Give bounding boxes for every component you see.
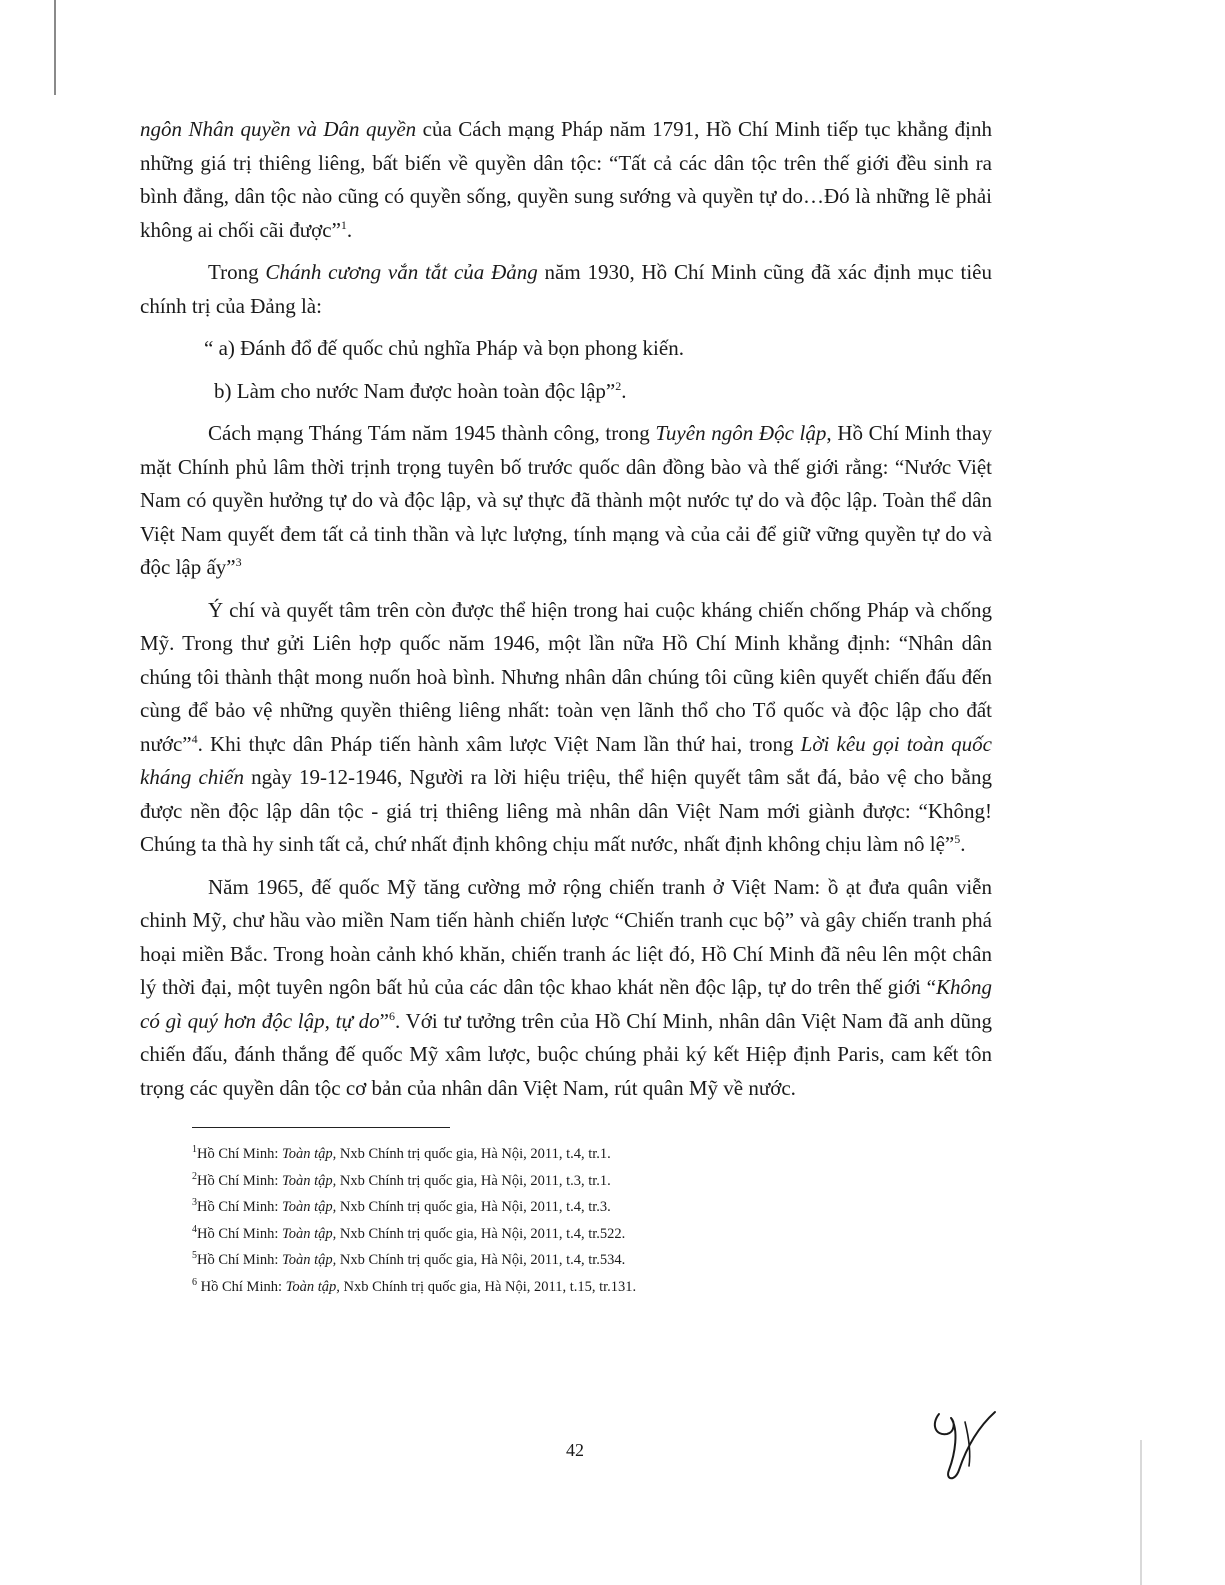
paragraph-5 — [140, 417, 992, 585]
footnote-rest: Nxb Chính trị quốc gia, Hà Nội, 2011, t.4, tr.534. — [336, 1252, 626, 1269]
footnote-author: Hồ Chí Minh: — [197, 1225, 282, 1242]
paragraph-text: ngày 19-12-1946, Người ra lời hiệu triệu, thể hiện quyết tâm sắt đá, bảo vệ cho bằng được nền độc lập dân tộc - giá trị thiêng liêng mà nhân dân Việt Nam mới giành được: “Không! Chúng ta thà hy sinh tất cả, chứ nhất định không chịu mất nước, nhất định không chịu làm nô lệ” — [140, 765, 992, 856]
footnote-number: 1 — [192, 1144, 197, 1156]
footnote-rest: Nxb Chính trị quốc gia, Hà Nội, 2011, t.4, tr.1. — [336, 1146, 611, 1162]
handwritten-initials-signature — [925, 1408, 1005, 1484]
footnote-ref: 2 — [615, 378, 622, 393]
footnote-author: Hồ Chí Minh: — [197, 1199, 282, 1216]
paragraph-text: Năm 1965, đế quốc Mỹ tăng cường mở rộng chiến tranh ở Việt Nam: ồ ạt đưa quân viễn chinh Mỹ, chư hầu vào miền Nam tiến hành chiến lược “Chiến tranh cục bộ” và gây chiến tranh phá hoại miền Bắc. Trong hoàn cảnh khó khăn, chiến tranh ác liệt đó, Hồ Chí Minh đã nêu lên một chân lý thời đại, một tuyên ngôn bất hủ của các dân tộc khao khát nền độc lập, tự do trên thế giới “ — [140, 874, 992, 999]
footnote-author: Hồ Chí Minh: — [197, 1146, 282, 1162]
paragraph-text: Cách mạng Tháng Tám năm 1945 thành công, trong — [208, 421, 656, 445]
footnote — [192, 1144, 992, 1164]
paragraph-text: năm 1930, Hồ Chí Minh cũng đã xác định mục tiêu chính trị của Đảng là: — [140, 260, 993, 318]
footnote-rest: Nxb Chính trị quốc gia, Hà Nội, 2011, t.15, tr.131. — [339, 1278, 637, 1295]
footnote-title: Toàn tập, — [282, 1252, 337, 1269]
footnote-ref: 3 — [235, 555, 242, 569]
italic-term: ngôn Nhân quyền và Dân quyền — [140, 117, 417, 141]
footnote — [192, 1277, 992, 1297]
paragraph-text: Ý chí và quyết tâm trên còn được thể hiện trong hai cuộc kháng chiến chống Pháp và chống Mỹ. Trong thư gửi Liên hợp quốc năm 1946, một lần nữa Hồ Chí Minh khẳng định: “Nhân dân chúng tôi thành thật mong nuốn hoà bình. Nhưng nhân dân chúng tôi cũng kiên quyết chiến đấu đến cùng để bảo vệ những quyền thiêng liêng nhất: toàn vẹn lãnh thổ cho Tổ quốc và độc lập cho đất nước” — [140, 597, 992, 756]
paragraph-6 — [140, 594, 992, 862]
footnote-title: Toàn tập, — [282, 1146, 337, 1162]
footnote-number: 5 — [192, 1250, 197, 1262]
footnote-ref: 1 — [340, 217, 347, 232]
paragraph-text: . Khi thực dân Pháp tiến hành xâm lược Việt Nam lần thứ hai, trong — [197, 731, 801, 756]
footnote-number: 6 — [192, 1277, 197, 1289]
footnote-separator — [192, 1127, 450, 1128]
footnote-rest: Nxb Chính trị quốc gia, Hà Nội, 2011, t.4, tr.522. — [336, 1225, 626, 1242]
footnote — [192, 1171, 992, 1191]
paragraph-text: . — [960, 832, 966, 856]
paragraph-text: . — [621, 378, 627, 403]
paragraph-7 — [140, 871, 992, 1106]
footnote-list — [192, 1144, 992, 1297]
footnote-number: 2 — [192, 1170, 197, 1182]
footnote-ref: 5 — [954, 832, 961, 846]
paragraph-2 — [140, 256, 992, 323]
page-number: 42 — [566, 1440, 584, 1460]
paragraph-text: Trong — [208, 260, 266, 284]
italic-term: Không có gì quý hơn độc lập, tự do — [140, 975, 992, 1033]
italic-term: Tuyên ngôn Độc lập — [655, 421, 827, 445]
footnote-author: Hồ Chí Minh: — [197, 1252, 282, 1269]
quote-line-b — [140, 375, 992, 409]
paragraph-text: , Hồ Chí Minh thay mặt Chính phủ lâm thời trịnh trọng tuyên bố trước quốc dân đồng bào và thế giới rằng: “Nước Việt Nam có quyền hưởng tự do và độc lập, và sự thực đã thành một nước tự do và độc lập. Toàn thể dân Việt Nam quyết đem tất cả tinh thần và lực lượng, tính mạng và của cải để giữ vững quyền tự do và độc lập ấy” — [140, 421, 993, 579]
paragraph-1 — [140, 113, 992, 247]
footnote — [192, 1250, 992, 1270]
footnote-title: Toàn tập, — [282, 1172, 337, 1189]
scan-edge-line-right — [1140, 1440, 1142, 1585]
footnote-author: Hồ Chí Minh: — [197, 1278, 286, 1295]
footnote — [192, 1224, 992, 1244]
footnote-ref: 4 — [191, 731, 198, 746]
footnote-rest: Nxb Chính trị quốc gia, Hà Nội, 2011, t.3, tr.1. — [336, 1172, 611, 1189]
paragraph-text: . Với tư tưởng trên của Hồ Chí Minh, nhân dân Việt Nam đã anh dũng chiến đấu, đánh thắng đế quốc Mỹ xâm lược, buộc chúng phải ký kết Hiệp định Paris, cam kết tôn trọng các quyền dân tộc cơ bản của nhân dân Việt Nam, rút quân Mỹ về nước. — [140, 1008, 992, 1100]
scan-edge-line — [54, 0, 56, 95]
paragraph-text: b) Làm cho nước Nam được hoàn toàn độc lập” — [214, 378, 616, 403]
footnote-ref: 6 — [389, 1008, 395, 1023]
paragraph-text: . — [346, 217, 353, 242]
paragraph-text: của Cách mạng Pháp năm 1791, Hồ Chí Minh tiếp tục khẳng định những giá trị thiêng liêng, bất biến về quyền dân tộc: “Tất cả các dân tộc trên thế giới đều sinh ra bình đẳng, dân tộc nào cũng có quyền sống, quyền sung sướng và quyền tự do…Đó là những lẽ phải không ai chối cãi được” — [140, 117, 992, 242]
paragraph-text: “ a) Đánh đổ đế quốc chủ nghĩa Pháp và bọn phong kiến. — [204, 336, 684, 360]
paragraph-text: ” — [379, 1008, 389, 1033]
footnote-rest: Nxb Chính trị quốc gia, Hà Nội, 2011, t.4, tr.3. — [336, 1199, 611, 1216]
italic-term: Lời kêu gọi toàn quốc kháng chiến — [140, 731, 993, 789]
footnote-title: Toàn tập, — [285, 1278, 340, 1295]
quote-line-a — [140, 332, 992, 366]
italic-term: Chánh cương vắn tắt của Đảng — [265, 260, 538, 284]
footnote-number: 4 — [192, 1223, 197, 1235]
footnote-title: Toàn tập, — [282, 1199, 337, 1216]
footnote — [192, 1197, 992, 1217]
footnote-author: Hồ Chí Minh: — [197, 1172, 282, 1189]
page-body — [140, 113, 992, 1304]
footnote-title: Toàn tập, — [282, 1225, 337, 1242]
footnote-number: 3 — [192, 1197, 197, 1209]
